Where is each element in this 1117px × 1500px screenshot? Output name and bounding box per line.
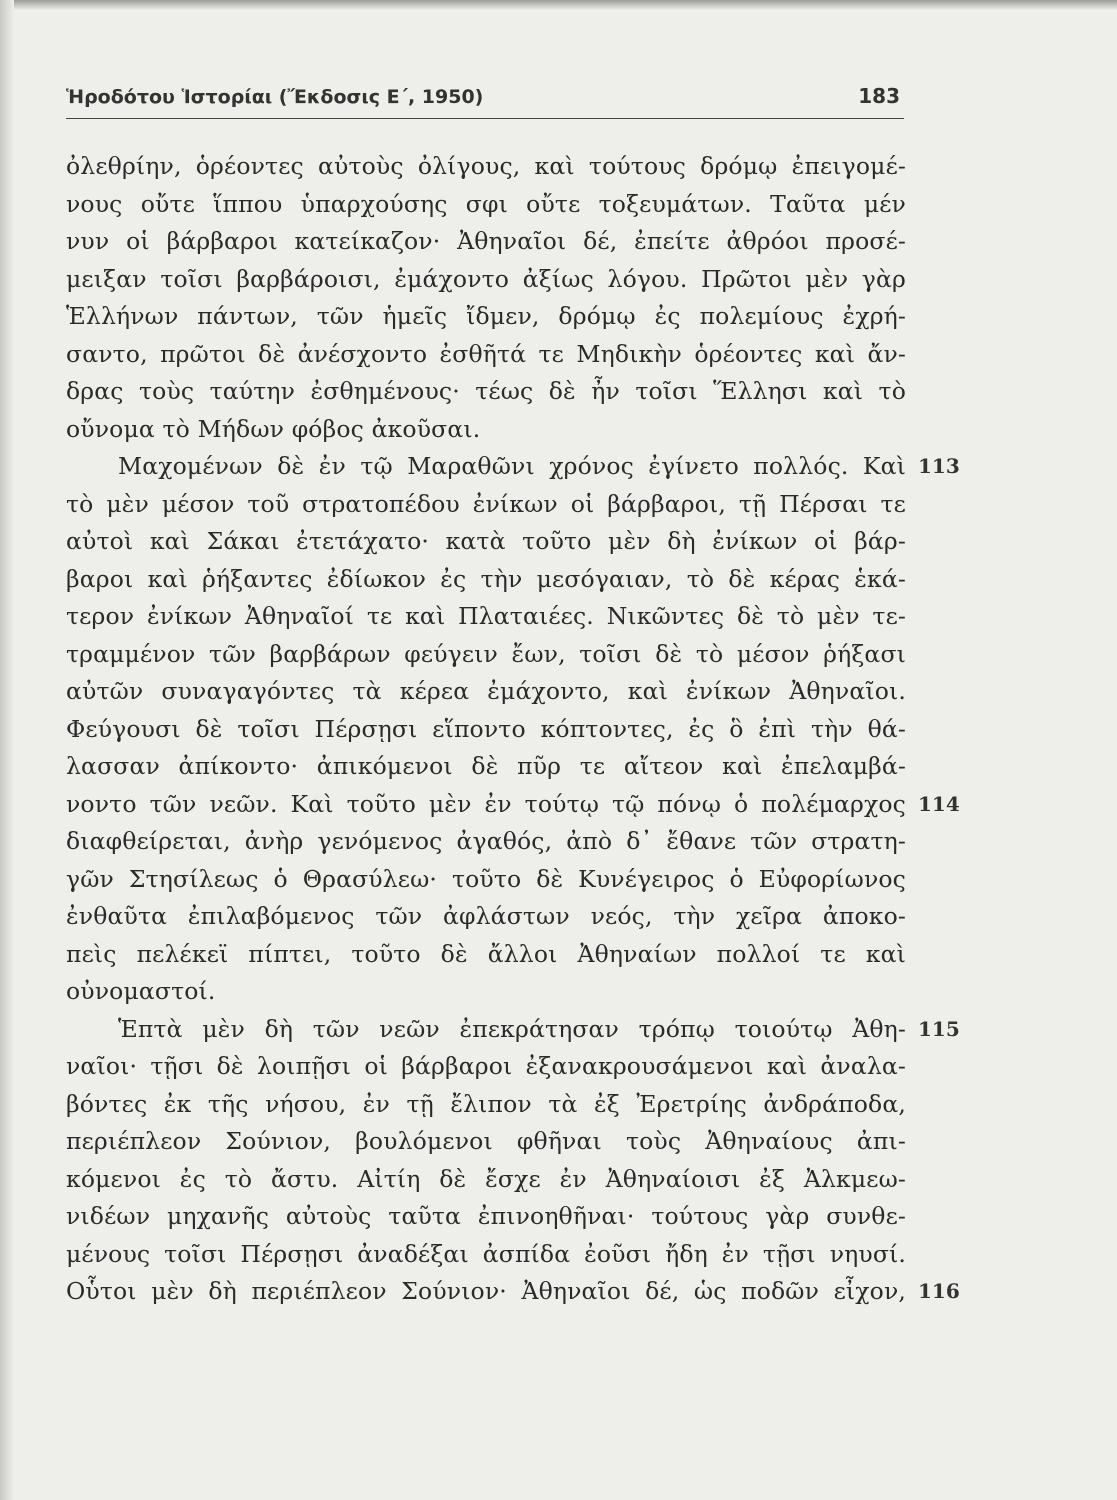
text-line: ἐνθαῦτα ἐπιλαβόμενος τῶν ἀφλάστων νεός, τὴν χεῖρα ἀποκο-: [66, 902, 906, 930]
text-line: τερον ἐνίκων Ἀθηναῖοί τε καὶ Πλαταιέες. Νικῶντες δὲ τὸ μὲν τε-: [66, 602, 906, 630]
text-line: κόμενοι ἐς τὸ ἄστυ. Αἰτίη δὲ ἔσχε ἐν Ἀθηναίοισι ἐξ Ἀλκμεω-: [66, 1164, 906, 1193]
text-line: Φεύγουσι δὲ τοῖσι Πέρσῃσι εἵποντο κόπτοντες, ἐς ὃ ἐπὶ τὴν θά-: [66, 714, 906, 743]
text-row: [66, 1086, 906, 1124]
text-line: λασσαν ἀπίκοντο· ἀπικόμενοι δὲ πῦρ τε αἴτεον καὶ ἐπελαμβά-: [66, 752, 906, 780]
text-row: [66, 448, 960, 486]
text-row: [66, 823, 906, 861]
text-row: [66, 598, 906, 636]
text-row: [66, 898, 906, 936]
text-line: μένους τοῖσι Πέρσῃσι ἀναδέξαι ἀσπίδα ἐοῦσι ἤδη ἐν τῇσι νηυσί.: [66, 1239, 906, 1268]
chapter-number: 115: [918, 1016, 960, 1041]
text-line: πεὶς πελέκεϊ πίπτει, τοῦτο δὲ ἄλλοι Ἀθηναίων πολλοί τε καὶ: [66, 939, 906, 968]
text-line: βαροι καὶ ῥήξαντες ἐδίωκον ἐς τὴν μεσόγαιαν, τὸ δὲ κέρας ἑκά-: [66, 564, 906, 593]
text-row: [66, 973, 906, 1011]
chapter-number: 114: [918, 791, 960, 816]
chapter-number: 116: [918, 1279, 960, 1303]
text-line: διαφθείρεται, ἀνὴρ γενόμενος ἀγαθός, ἀπὸ δ᾽ ἔθανε τῶν στρατη-: [66, 827, 906, 855]
text-line: μειξαν τοῖσι βαρβάροισι, ἐμάχοντο ἀξίως λόγου. Πρῶτοι μὲν γὰρ: [66, 264, 906, 293]
text-line: ὀλεθρίην, ὁρέοντες αὐτοὺς ὀλίγους, καὶ τούτους δρόμῳ ἐπειγομέ-: [66, 152, 906, 180]
text-line: οὔνομα τὸ Μήδων φόβος ἀκοῦσαι.: [66, 414, 481, 443]
text-row: [66, 1198, 906, 1236]
text-row: [66, 861, 906, 899]
text-line: βόντες ἐκ τῆς νήσου, ἐν τῇ ἔλιπον τὰ ἐξ Ἐρετρίης ἀνδράποδα,: [66, 1089, 906, 1118]
text-row: [66, 1123, 906, 1161]
text-row: [66, 936, 906, 974]
text-line: τὸ μὲν μέσον τοῦ στρατοπέδου ἐνίκων οἱ βάρβαροι, τῇ Πέρσαι τε: [66, 489, 906, 518]
text-row: [66, 223, 906, 261]
text-row: [66, 148, 906, 186]
text-row: [66, 261, 906, 299]
text-row: [66, 786, 960, 824]
text-line: δρας τοὺς ταύτην ἐσθημένους· τέως δὲ ἦν τοῖσι Ἕλλησι καὶ τὸ: [66, 377, 906, 405]
page-number: 183: [858, 84, 900, 108]
text-line: ναῖοι· τῇσι δὲ λοιπῇσι οἱ βάρβαροι ἐξανακρουσάμενοι καὶ ἀναλα-: [66, 1052, 906, 1080]
text-line: σαντο, πρῶτοι δὲ ἀνέσχοντο ἐσθῆτά τε Μηδικὴν ὁρέοντες καὶ ἄν-: [66, 339, 906, 368]
text-line: αὐτῶν συναγαγόντες τὰ κέρεα ἐμάχοντο, καὶ ἐνίκων Ἀθηναῖοι.: [66, 677, 906, 705]
text-line: νοντο τῶν νεῶν. Καὶ τοῦτο μὲν ἐν τούτῳ τῷ πόνῳ ὁ πολέμαρχος: [66, 789, 906, 818]
text-row: [66, 336, 906, 374]
text-line: νους οὔτε ἵππου ὑπαρχούσης σφι οὔτε τοξευμάτων. Ταῦτα μέν: [66, 189, 906, 218]
text-row: [66, 186, 906, 224]
text-line: Ἑπτὰ μὲν δὴ τῶν νεῶν ἐπεκράτησαν τρόπῳ τοιούτῳ Ἀθη-: [118, 1014, 906, 1043]
text-row: [66, 411, 906, 449]
text-row: [66, 711, 906, 749]
text-row: [66, 1048, 906, 1086]
text-row: [66, 561, 906, 599]
text-line: τραμμένον τῶν βαρβάρων φεύγειν ἔων, τοῖσι δὲ τὸ μέσον ῥήξασι: [66, 639, 906, 668]
body-text: [66, 148, 960, 1311]
text-line: νιδέων μηχανῆς αὐτοὺς ταῦτα ἐπινοηθῆναι· τούτους γὰρ συνθε-: [66, 1202, 906, 1230]
text-line: Ἑλλήνων πάντων, τῶν ἡμεῖς ἴδμεν, δρόμῳ ἐς πολεμίους ἐχρή-: [66, 302, 906, 330]
text-line: Μαχομένων δὲ ἐν τῷ Μαραθῶνι χρόνος ἐγίνετο πολλός. Καὶ: [118, 452, 906, 480]
chapter-number: 113: [918, 454, 960, 478]
text-row: [66, 1011, 960, 1049]
text-row: [66, 636, 906, 674]
text-line: Οὗτοι μὲν δὴ περιέπλεον Σούνιον· Ἀθηναῖοι δέ, ὡς ποδῶν εἶχον,: [66, 1277, 906, 1305]
text-line: οὐνομαστοί.: [66, 977, 216, 1005]
text-line: νυν οἱ βάρβαροι κατείκαζον· Ἀθηναῖοι δέ, ἐπείτε ἀθρόοι προσέ-: [66, 227, 906, 255]
text-row: [66, 1161, 906, 1199]
text-row: [66, 523, 906, 561]
text-row: [66, 748, 906, 786]
text-row: [66, 373, 906, 411]
text-line: αὐτοὶ καὶ Σάκαι ἐτετάχατο· κατὰ τοῦτο μὲν δὴ ἐνίκων οἱ βάρ-: [66, 527, 906, 555]
running-header: [66, 86, 904, 119]
running-header-title: Ἡροδότου Ἱστορίαι (Ἔκδοσις Ε΄, 1950): [66, 86, 484, 108]
text-row: [66, 673, 906, 711]
text-row: [66, 486, 906, 524]
text-row: [66, 1236, 906, 1274]
text-line: περιέπλεον Σούνιον, βουλόμενοι φθῆναι τοὺς Ἀθηναίους ἀπι-: [66, 1127, 906, 1155]
scan-edge-left: [0, 0, 14, 1500]
text-row: [66, 298, 906, 336]
scan-edge-top: [0, 0, 1117, 10]
text-row: [66, 1273, 960, 1311]
text-line: γῶν Στησίλεως ὁ Θρασύλεω· τοῦτο δὲ Κυνέγειρος ὁ Εὐφορίωνος: [66, 864, 906, 893]
